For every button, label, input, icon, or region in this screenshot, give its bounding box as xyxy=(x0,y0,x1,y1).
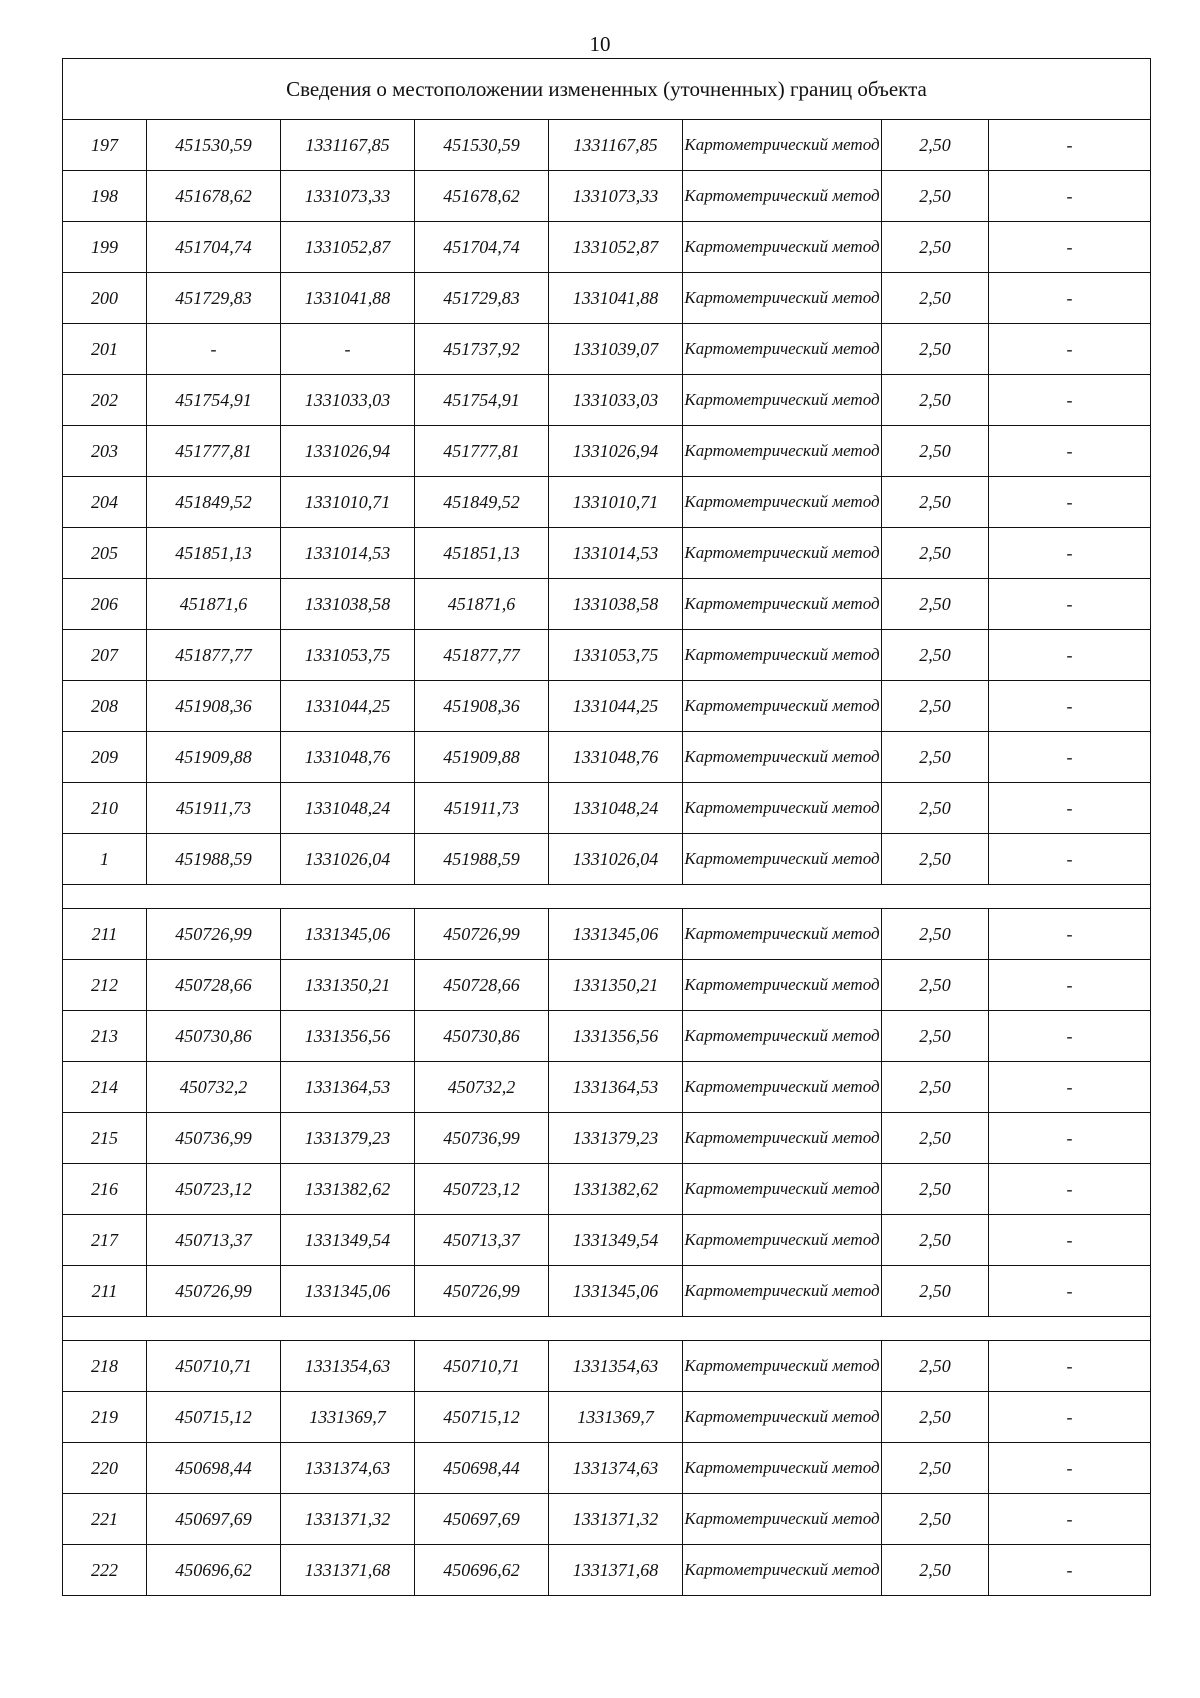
new-x-cell: 450728,66 xyxy=(415,960,549,1011)
description-cell: - xyxy=(989,324,1151,375)
new-x-cell: 450697,69 xyxy=(415,1494,549,1545)
old-x-cell: 450710,71 xyxy=(147,1341,281,1392)
description-cell: - xyxy=(989,120,1151,171)
method-cell: Картометрический метод xyxy=(683,120,882,171)
old-y-cell: 1331369,7 xyxy=(281,1392,415,1443)
method-cell: Картометрический метод xyxy=(683,1011,882,1062)
accuracy-cell: 2,50 xyxy=(882,1062,989,1113)
accuracy-cell: 2,50 xyxy=(882,375,989,426)
description-cell: - xyxy=(989,783,1151,834)
table-row xyxy=(63,1062,1151,1113)
new-y-cell: 1331033,03 xyxy=(549,375,683,426)
table-row xyxy=(63,909,1151,960)
description-cell: - xyxy=(989,960,1151,1011)
old-x-cell: 451849,52 xyxy=(147,477,281,528)
new-x-cell: 450710,71 xyxy=(415,1341,549,1392)
method-cell: Картометрический метод xyxy=(683,1062,882,1113)
method-cell: Картометрический метод xyxy=(683,1494,882,1545)
new-y-cell: 1331048,76 xyxy=(549,732,683,783)
description-cell: - xyxy=(989,1266,1151,1317)
old-y-cell: 1331350,21 xyxy=(281,960,415,1011)
new-x-cell: 451678,62 xyxy=(415,171,549,222)
point-number-cell: 202 xyxy=(63,375,147,426)
old-y-cell: 1331048,76 xyxy=(281,732,415,783)
new-x-cell: 450713,37 xyxy=(415,1215,549,1266)
point-number-cell: 211 xyxy=(63,909,147,960)
method-cell: Картометрический метод xyxy=(683,1215,882,1266)
table-title: Сведения о местоположении измененных (уточненных) границ объекта xyxy=(63,59,1151,120)
method-cell: Картометрический метод xyxy=(683,1164,882,1215)
description-cell: - xyxy=(989,834,1151,885)
method-cell: Картометрический метод xyxy=(683,732,882,783)
old-x-cell: 451754,91 xyxy=(147,375,281,426)
description-cell: - xyxy=(989,1215,1151,1266)
table-row xyxy=(63,171,1151,222)
method-cell: Картометрический метод xyxy=(683,528,882,579)
old-x-cell: 451909,88 xyxy=(147,732,281,783)
old-x-cell: 450730,86 xyxy=(147,1011,281,1062)
accuracy-cell: 2,50 xyxy=(882,171,989,222)
table-row xyxy=(63,1113,1151,1164)
old-x-cell: 451877,77 xyxy=(147,630,281,681)
accuracy-cell: 2,50 xyxy=(882,732,989,783)
point-number-cell: 222 xyxy=(63,1545,147,1596)
description-cell: - xyxy=(989,1545,1151,1596)
method-cell: Картометрический метод xyxy=(683,909,882,960)
description-cell: - xyxy=(989,477,1151,528)
method-cell: Картометрический метод xyxy=(683,783,882,834)
block-separator xyxy=(63,885,1151,909)
old-y-cell: 1331371,32 xyxy=(281,1494,415,1545)
point-number-cell: 1 xyxy=(63,834,147,885)
point-number-cell: 220 xyxy=(63,1443,147,1494)
table-row xyxy=(63,834,1151,885)
table-row xyxy=(63,1011,1151,1062)
table-row xyxy=(63,1392,1151,1443)
new-x-cell: 450698,44 xyxy=(415,1443,549,1494)
accuracy-cell: 2,50 xyxy=(882,1341,989,1392)
point-number-cell: 212 xyxy=(63,960,147,1011)
accuracy-cell: 2,50 xyxy=(882,1545,989,1596)
new-x-cell: 451911,73 xyxy=(415,783,549,834)
old-y-cell: 1331026,94 xyxy=(281,426,415,477)
table-row xyxy=(63,1266,1151,1317)
table-row xyxy=(63,426,1151,477)
new-x-cell: 451849,52 xyxy=(415,477,549,528)
old-x-cell: 450732,2 xyxy=(147,1062,281,1113)
old-y-cell: 1331364,53 xyxy=(281,1062,415,1113)
accuracy-cell: 2,50 xyxy=(882,579,989,630)
new-y-cell: 1331345,06 xyxy=(549,909,683,960)
table-row xyxy=(63,375,1151,426)
description-cell: - xyxy=(989,1164,1151,1215)
table-row xyxy=(63,1215,1151,1266)
new-y-cell: 1331364,53 xyxy=(549,1062,683,1113)
description-cell: - xyxy=(989,1113,1151,1164)
new-x-cell: 451908,36 xyxy=(415,681,549,732)
new-y-cell: 1331010,71 xyxy=(549,477,683,528)
old-y-cell: 1331382,62 xyxy=(281,1164,415,1215)
old-x-cell: 451871,6 xyxy=(147,579,281,630)
point-number-cell: 216 xyxy=(63,1164,147,1215)
old-y-cell: 1331349,54 xyxy=(281,1215,415,1266)
table-row xyxy=(63,783,1151,834)
method-cell: Картометрический метод xyxy=(683,1392,882,1443)
method-cell: Картометрический метод xyxy=(683,1341,882,1392)
new-x-cell: 451704,74 xyxy=(415,222,549,273)
accuracy-cell: 2,50 xyxy=(882,1266,989,1317)
old-x-cell: 450697,69 xyxy=(147,1494,281,1545)
new-y-cell: 1331014,53 xyxy=(549,528,683,579)
old-y-cell: 1331345,06 xyxy=(281,909,415,960)
old-x-cell: 451704,74 xyxy=(147,222,281,273)
new-y-cell: 1331167,85 xyxy=(549,120,683,171)
table-row xyxy=(63,222,1151,273)
method-cell: Картометрический метод xyxy=(683,960,882,1011)
point-number-cell: 214 xyxy=(63,1062,147,1113)
point-number-cell: 205 xyxy=(63,528,147,579)
point-number-cell: 204 xyxy=(63,477,147,528)
old-y-cell: 1331073,33 xyxy=(281,171,415,222)
accuracy-cell: 2,50 xyxy=(882,477,989,528)
new-y-cell: 1331354,63 xyxy=(549,1341,683,1392)
point-number-cell: 200 xyxy=(63,273,147,324)
point-number-cell: 207 xyxy=(63,630,147,681)
old-x-cell: 451777,81 xyxy=(147,426,281,477)
old-x-cell: 451851,13 xyxy=(147,528,281,579)
method-cell: Картометрический метод xyxy=(683,630,882,681)
old-x-cell: 451530,59 xyxy=(147,120,281,171)
description-cell: - xyxy=(989,1341,1151,1392)
old-x-cell: 450696,62 xyxy=(147,1545,281,1596)
boundary-coordinates-table xyxy=(62,58,1151,1596)
table-title-row xyxy=(63,59,1151,120)
description-cell: - xyxy=(989,273,1151,324)
method-cell: Картометрический метод xyxy=(683,426,882,477)
new-x-cell: 450726,99 xyxy=(415,909,549,960)
point-number-cell: 211 xyxy=(63,1266,147,1317)
table-row xyxy=(63,1494,1151,1545)
point-number-cell: 198 xyxy=(63,171,147,222)
accuracy-cell: 2,50 xyxy=(882,324,989,375)
old-x-cell: 451729,83 xyxy=(147,273,281,324)
description-cell: - xyxy=(989,1494,1151,1545)
point-number-cell: 215 xyxy=(63,1113,147,1164)
old-y-cell: - xyxy=(281,324,415,375)
method-cell: Картометрический метод xyxy=(683,1443,882,1494)
old-y-cell: 1331345,06 xyxy=(281,1266,415,1317)
point-number-cell: 208 xyxy=(63,681,147,732)
method-cell: Картометрический метод xyxy=(683,834,882,885)
old-x-cell: 451988,59 xyxy=(147,834,281,885)
accuracy-cell: 2,50 xyxy=(882,909,989,960)
point-number-cell: 199 xyxy=(63,222,147,273)
method-cell: Картометрический метод xyxy=(683,1545,882,1596)
old-x-cell: 450713,37 xyxy=(147,1215,281,1266)
old-y-cell: 1331354,63 xyxy=(281,1341,415,1392)
table-row xyxy=(63,528,1151,579)
new-y-cell: 1331369,7 xyxy=(549,1392,683,1443)
accuracy-cell: 2,50 xyxy=(882,681,989,732)
description-cell: - xyxy=(989,579,1151,630)
accuracy-cell: 2,50 xyxy=(882,273,989,324)
old-y-cell: 1331041,88 xyxy=(281,273,415,324)
accuracy-cell: 2,50 xyxy=(882,630,989,681)
table-row xyxy=(63,579,1151,630)
table-row xyxy=(63,681,1151,732)
new-x-cell: 450736,99 xyxy=(415,1113,549,1164)
method-cell: Картометрический метод xyxy=(683,375,882,426)
new-x-cell: 450732,2 xyxy=(415,1062,549,1113)
new-x-cell: 451754,91 xyxy=(415,375,549,426)
old-y-cell: 1331356,56 xyxy=(281,1011,415,1062)
point-number-cell: 218 xyxy=(63,1341,147,1392)
table-row xyxy=(63,1164,1151,1215)
method-cell: Картометрический метод xyxy=(683,222,882,273)
new-y-cell: 1331026,04 xyxy=(549,834,683,885)
old-x-cell: 450715,12 xyxy=(147,1392,281,1443)
old-x-cell: - xyxy=(147,324,281,375)
point-number-cell: 209 xyxy=(63,732,147,783)
accuracy-cell: 2,50 xyxy=(882,1113,989,1164)
description-cell: - xyxy=(989,528,1151,579)
new-x-cell: 451729,83 xyxy=(415,273,549,324)
new-y-cell: 1331371,32 xyxy=(549,1494,683,1545)
old-y-cell: 1331048,24 xyxy=(281,783,415,834)
accuracy-cell: 2,50 xyxy=(882,960,989,1011)
table-row xyxy=(63,273,1151,324)
block-separator-row xyxy=(63,885,1151,909)
old-x-cell: 451678,62 xyxy=(147,171,281,222)
point-number-cell: 217 xyxy=(63,1215,147,1266)
description-cell: - xyxy=(989,1062,1151,1113)
description-cell: - xyxy=(989,909,1151,960)
new-y-cell: 1331044,25 xyxy=(549,681,683,732)
accuracy-cell: 2,50 xyxy=(882,1011,989,1062)
new-x-cell: 451871,6 xyxy=(415,579,549,630)
table-row xyxy=(63,120,1151,171)
description-cell: - xyxy=(989,426,1151,477)
description-cell: - xyxy=(989,1011,1151,1062)
accuracy-cell: 2,50 xyxy=(882,1164,989,1215)
new-y-cell: 1331073,33 xyxy=(549,171,683,222)
old-y-cell: 1331010,71 xyxy=(281,477,415,528)
new-y-cell: 1331345,06 xyxy=(549,1266,683,1317)
accuracy-cell: 2,50 xyxy=(882,120,989,171)
table-row xyxy=(63,1545,1151,1596)
accuracy-cell: 2,50 xyxy=(882,834,989,885)
table-row xyxy=(63,324,1151,375)
new-x-cell: 451877,77 xyxy=(415,630,549,681)
old-y-cell: 1331033,03 xyxy=(281,375,415,426)
method-cell: Картометрический метод xyxy=(683,1113,882,1164)
new-x-cell: 450723,12 xyxy=(415,1164,549,1215)
method-cell: Картометрический метод xyxy=(683,171,882,222)
table-row xyxy=(63,1443,1151,1494)
accuracy-cell: 2,50 xyxy=(882,1494,989,1545)
old-x-cell: 451908,36 xyxy=(147,681,281,732)
old-x-cell: 450723,12 xyxy=(147,1164,281,1215)
old-y-cell: 1331038,58 xyxy=(281,579,415,630)
new-x-cell: 450726,99 xyxy=(415,1266,549,1317)
new-x-cell: 451909,88 xyxy=(415,732,549,783)
accuracy-cell: 2,50 xyxy=(882,783,989,834)
new-y-cell: 1331349,54 xyxy=(549,1215,683,1266)
old-y-cell: 1331053,75 xyxy=(281,630,415,681)
new-x-cell: 451737,92 xyxy=(415,324,549,375)
description-cell: - xyxy=(989,171,1151,222)
new-x-cell: 450715,12 xyxy=(415,1392,549,1443)
old-y-cell: 1331374,63 xyxy=(281,1443,415,1494)
new-y-cell: 1331041,88 xyxy=(549,273,683,324)
method-cell: Картометрический метод xyxy=(683,477,882,528)
description-cell: - xyxy=(989,222,1151,273)
new-x-cell: 451988,59 xyxy=(415,834,549,885)
accuracy-cell: 2,50 xyxy=(882,426,989,477)
table-row xyxy=(63,732,1151,783)
description-cell: - xyxy=(989,1443,1151,1494)
accuracy-cell: 2,50 xyxy=(882,528,989,579)
page-number: 10 xyxy=(589,32,611,56)
new-x-cell: 451530,59 xyxy=(415,120,549,171)
old-x-cell: 450726,99 xyxy=(147,1266,281,1317)
old-y-cell: 1331371,68 xyxy=(281,1545,415,1596)
method-cell: Картометрический метод xyxy=(683,273,882,324)
accuracy-cell: 2,50 xyxy=(882,1215,989,1266)
point-number-cell: 206 xyxy=(63,579,147,630)
new-x-cell: 450730,86 xyxy=(415,1011,549,1062)
description-cell: - xyxy=(989,375,1151,426)
new-x-cell: 451851,13 xyxy=(415,528,549,579)
new-y-cell: 1331026,94 xyxy=(549,426,683,477)
point-number-cell: 201 xyxy=(63,324,147,375)
method-cell: Картометрический метод xyxy=(683,681,882,732)
point-number-cell: 203 xyxy=(63,426,147,477)
new-x-cell: 451777,81 xyxy=(415,426,549,477)
description-cell: - xyxy=(989,630,1151,681)
new-y-cell: 1331039,07 xyxy=(549,324,683,375)
accuracy-cell: 2,50 xyxy=(882,222,989,273)
old-x-cell: 450726,99 xyxy=(147,909,281,960)
old-x-cell: 451911,73 xyxy=(147,783,281,834)
new-y-cell: 1331374,63 xyxy=(549,1443,683,1494)
table-row xyxy=(63,960,1151,1011)
description-cell: - xyxy=(989,681,1151,732)
point-number-cell: 219 xyxy=(63,1392,147,1443)
method-cell: Картометрический метод xyxy=(683,579,882,630)
table-row xyxy=(63,630,1151,681)
accuracy-cell: 2,50 xyxy=(882,1392,989,1443)
accuracy-cell: 2,50 xyxy=(882,1443,989,1494)
old-x-cell: 450728,66 xyxy=(147,960,281,1011)
old-x-cell: 450736,99 xyxy=(147,1113,281,1164)
new-y-cell: 1331356,56 xyxy=(549,1011,683,1062)
old-y-cell: 1331044,25 xyxy=(281,681,415,732)
point-number-cell: 197 xyxy=(63,120,147,171)
new-y-cell: 1331371,68 xyxy=(549,1545,683,1596)
description-cell: - xyxy=(989,732,1151,783)
new-y-cell: 1331052,87 xyxy=(549,222,683,273)
old-y-cell: 1331379,23 xyxy=(281,1113,415,1164)
method-cell: Картометрический метод xyxy=(683,324,882,375)
table-row xyxy=(63,1341,1151,1392)
old-y-cell: 1331167,85 xyxy=(281,120,415,171)
new-y-cell: 1331350,21 xyxy=(549,960,683,1011)
old-x-cell: 450698,44 xyxy=(147,1443,281,1494)
point-number-cell: 210 xyxy=(63,783,147,834)
old-y-cell: 1331026,04 xyxy=(281,834,415,885)
new-y-cell: 1331048,24 xyxy=(549,783,683,834)
point-number-cell: 213 xyxy=(63,1011,147,1062)
old-y-cell: 1331014,53 xyxy=(281,528,415,579)
old-y-cell: 1331052,87 xyxy=(281,222,415,273)
new-y-cell: 1331379,23 xyxy=(549,1113,683,1164)
table-body xyxy=(63,59,1151,1596)
description-cell: - xyxy=(989,1392,1151,1443)
new-y-cell: 1331038,58 xyxy=(549,579,683,630)
new-y-cell: 1331382,62 xyxy=(549,1164,683,1215)
point-number-cell: 221 xyxy=(63,1494,147,1545)
method-cell: Картометрический метод xyxy=(683,1266,882,1317)
block-separator-row xyxy=(63,1317,1151,1341)
block-separator xyxy=(63,1317,1151,1341)
table-row xyxy=(63,477,1151,528)
new-x-cell: 450696,62 xyxy=(415,1545,549,1596)
new-y-cell: 1331053,75 xyxy=(549,630,683,681)
